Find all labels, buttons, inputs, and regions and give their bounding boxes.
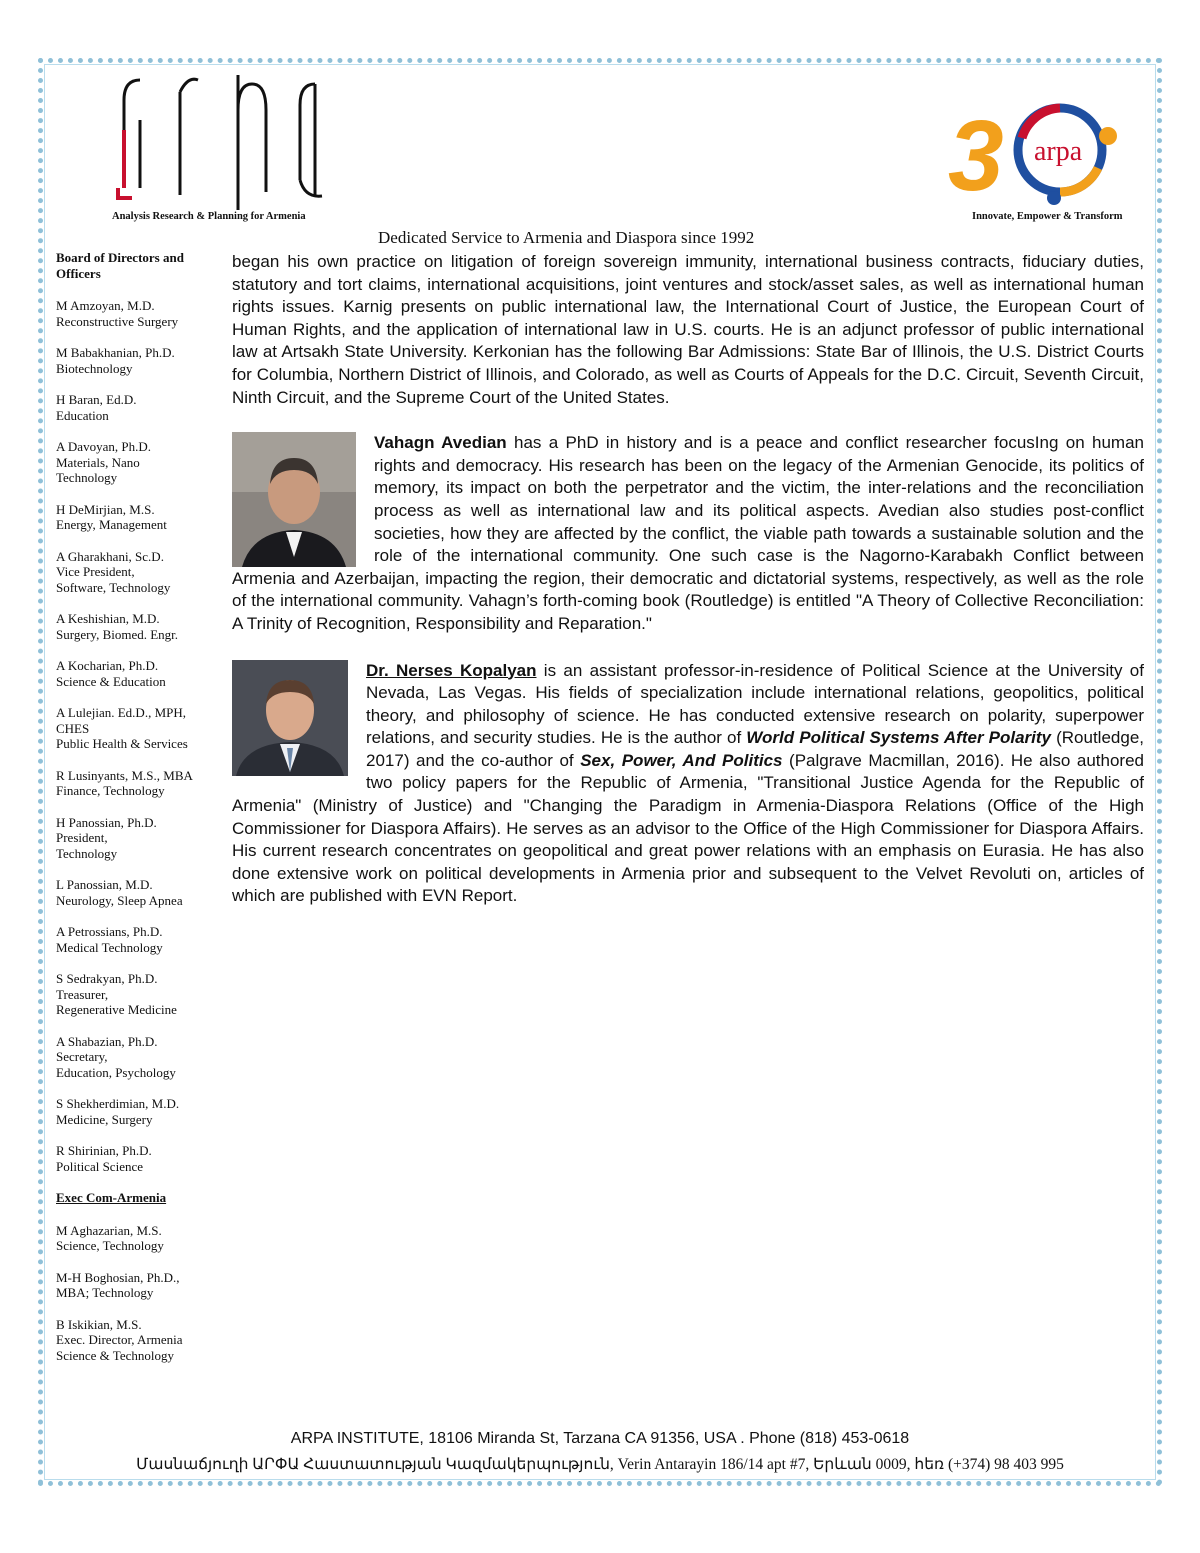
board-member-line: M Babakhanian, Ph.D. [56,345,175,360]
board-member-line: A Petrossians, Ph.D. [56,924,163,939]
board-member-line: Energy, Management [56,517,167,532]
exec-member-line: Exec. Director, Armenia [56,1332,183,1347]
board-member [56,705,216,752]
board-member-line: Biotechnology [56,360,133,376]
exec-heading: Exec Com-Armenia [56,1190,167,1205]
bio-avedian-name: Vahagn Avedian [374,433,507,453]
board-member-line: Medical Technology [56,939,163,955]
bio-kopalyan [232,660,1144,909]
board-member-line: Technology [56,470,118,485]
board-member [56,1096,216,1127]
kopalyan-photo [232,660,348,776]
board-member-line: President, [56,830,108,845]
board-member-line: S Sedrakyan, Ph.D. [56,971,158,986]
board-member-line: Public Health & Services [56,736,188,751]
board-member [56,877,216,908]
exec-member-line: Science, Technology [56,1238,164,1253]
bio-kopalyan-text: Dr. Nerses Kopalyan is an assistant professor-in-residence of Political Science at the University of Nevada, Las Vegas. His fields of specialization include international relations, geopolitics, political theory, and philosophy of science. He has conducted extensive research on polarity, superpower relations, and security studies. He is the author of World Political Systems After Polarity (Routledge, 2017) and the co-author of Sex, Power, And Politics (Palgrave Macmillan, 2016). He also authored two policy papers for the Republic of Armenia, "Transitional Justice Agenda for the Republic of Armenia" (Ministry of Justice) and "Changing the Paradigm in Armenia-Diaspora Relations (Office of the High Commissioner for Diaspora Affairs). He serves as an advisor to the Office of the High Commissioner for Diaspora Affairs. His current research concentrates on geopolitical and great power relations with an emphasis on Eurasia. He has also done extensive work on political developments in Armenia prior and subsequent to the Velvet Revoluti on, articles of which are published with EVN Report. [232,660,1144,906]
board-member-line: A Davoyan, Ph.D. [56,439,151,454]
exec-member-line: MBA; Technology [56,1285,154,1300]
board-member-line: Medicine, Surgery [56,1111,153,1127]
board-member-line: Software, Technology [56,579,171,595]
svg-text:3: 3 [948,100,1004,208]
board-member-line: H Panossian, Ph.D. [56,814,157,830]
board-member-line: R Lusinyants, M.S., MBA [56,767,193,783]
board-member [56,971,216,1018]
board-member-line: Political Science [56,1158,144,1174]
arpa-logo [110,70,340,230]
board-member [56,502,216,533]
board-member [56,815,216,862]
board-member [56,658,216,689]
exec-member [56,1223,216,1254]
board-member-line: A Lulejian. Ed.D., MPH, [56,705,186,720]
tagline-right: Innovate, Empower & Transform [972,211,1123,222]
exec-member-line: B Iskikian, M.S. [56,1316,142,1332]
book-title-world-political-systems: World Political Systems After Polarity [746,728,1052,748]
book-title-sex-power-politics: Sex, Power, And Politics [580,750,783,770]
board-member [56,1034,216,1081]
board-member-line: M Amzoyan, M.D. [56,298,155,313]
paragraph-kerkonian: began his own practice on litigation of foreign sovereign immunity, international business contracts, fiduciary duties, statutory and tort claims, international acquisitions, joint ventures and stock/asset sales, as well as international human rights issues. Karnig presents on public international law, the International Court of Justice, the European Court of Human Rights, and the application of international law in U.S. courts. He is an adjunct professor of public international law at Artsakh State University. Kerkonian has the following Bar Admissions: State Bar of Illinois, the U.S. District Courts for Columbia, Northern District of Illinois, and Colorado, as well as Courts of Appeals for the D.C. Circuit, Seventh Circuit, Ninth Circuit, and the Supreme Court of the United States. [232,252,1144,407]
board-member-line: Reconstructive Surgery [56,313,179,329]
board-member-line: A Kocharian, Ph.D. [56,658,159,673]
bio-avedian-text: Vahagn Avedian has a PhD in history and is a peace and conflict researcher focusIng on human rights and democracy. His research has been on the legacy of the Armenian Genocide, its politics of memory, its impact on both the perpetrator and the victim, the inter-relations and the reconciliation process as well as international law and its political aspects. Avedian also studies post-conflict societies, how they are affected by the conflict, the viable path towards a sustainable solution and the role of the international community. One such case is the Nagorno-Karabakh Conflict between Armenia and Azerbaijan, impacting the region, their democratic and dictatorial systems, respectively, as well as the role of the international community. Vahagn’s forth-coming book (Routledge) is entitled "A Theory of Collective Reconciliation: A Trinity of Recognition, Responsibility and Reparation." [232,433,1144,633]
board-list [56,298,216,1174]
board-member [56,298,216,329]
board-member-line: Science & Education [56,673,166,689]
board-member [56,439,216,486]
avedian-photo [232,432,356,567]
board-member-line: Regenerative Medicine [56,1002,177,1017]
board-member-line: A Gharakhani, Sc.D. [56,548,164,564]
board-member-line: Secretary, [56,1049,108,1064]
exec-member-line: M Aghazarian, M.S. [56,1222,162,1238]
exec-list [56,1223,216,1364]
board-member-line: Neurology, Sleep Apnea [56,892,183,908]
arpa-30-logo [948,98,1148,208]
footer-address-armenia: Մասնաճյուղի ԱՐՓԱ Հաստատության Կազմակերպություն, Verin Antarayin 186/14 apt #7, Երևան 0009, հեռ (+374) 98 403 995 [136,1456,1064,1473]
main-content [232,251,1144,908]
dedicated-service: Dedicated Service to Armenia and Diaspora since 1992 [378,228,755,247]
board-member [56,611,216,642]
board-member [56,924,216,955]
board-member-line: CHES [56,720,90,736]
board-member [56,392,216,423]
footer-address-usa: ARPA INSTITUTE, 18106 Miranda St, Tarzana CA 91356, USA . Phone (818) 453-0618 [290,1430,910,1447]
bio-avedian [232,432,1144,635]
board-member [56,768,216,799]
board-member-line: A Shabazian, Ph.D. [56,1033,158,1049]
board-member [56,345,216,376]
board-member-line: Materials, Nano [56,454,140,470]
board-member-line: Technology [56,845,118,861]
exec-member [56,1270,216,1301]
board-heading: Board of Directors and Officers [56,250,184,281]
board-member-line: Finance, Technology [56,783,165,798]
board-member-line: A Keshishian, M.D. [56,611,160,626]
board-member-line: H Baran, Ed.D. [56,392,137,407]
board-member-line: Education [56,407,109,423]
bio-kopalyan-name: Dr. Nerses Kopalyan [366,660,537,680]
board-member-line: H DeMirjian, M.S. [56,501,155,517]
exec-member [56,1317,216,1364]
board-member-line: Surgery, Biomed. Engr. [56,626,179,642]
board-member-line: Treasurer, [56,986,109,1002]
board-member [56,1143,216,1174]
board-member-line: Education, Psychology [56,1064,176,1080]
board-member-line: Vice President, [56,564,135,579]
exec-member-line: M-H Boghosian, Ph.D., [56,1269,180,1285]
svg-text:arpa: arpa [1034,136,1083,167]
board-member-line: S Shekherdimian, M.D. [56,1096,180,1111]
exec-member-line: Science & Technology [56,1347,174,1363]
board-member-line: R Shirinian, Ph.D. [56,1143,152,1158]
board-member-line: L Panossian, M.D. [56,877,153,892]
board-member [56,549,216,596]
board-sidebar [56,250,216,1379]
tagline-left: Analysis Research & Planning for Armenia [112,211,306,222]
